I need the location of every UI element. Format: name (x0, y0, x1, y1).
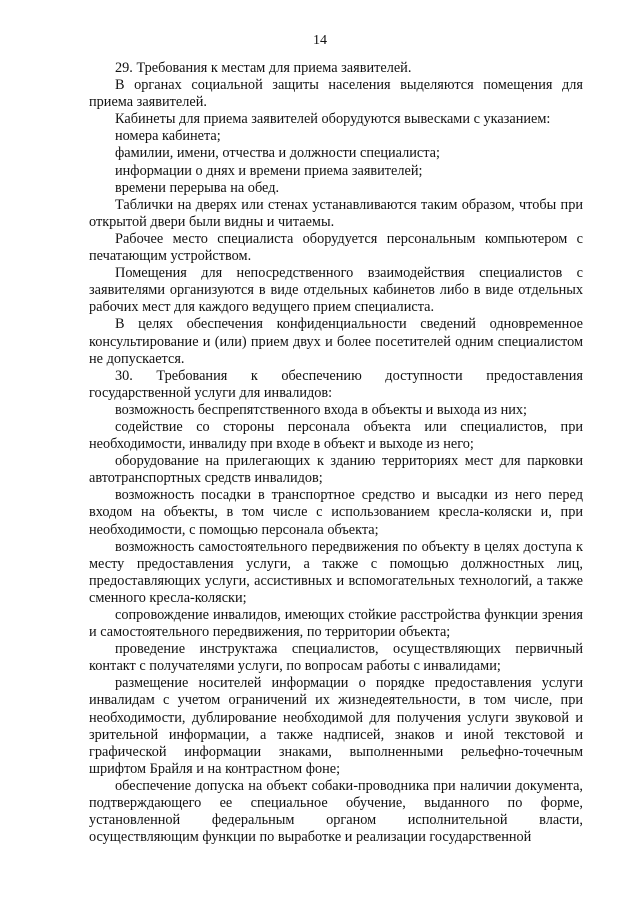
paragraph: сопровождение инвалидов, имеющих стойкие расстройства функции зрения и самостоятельного передвижения, по территории объекта; (89, 607, 583, 641)
paragraph: В целях обеспечения конфиденциальности сведений одновременное консультирование и (или) прием двух и более посетителей одним специалистом не допускается. (89, 316, 583, 367)
paragraph: Помещения для непосредственного взаимодействия специалистов с заявителями организуются в виде отдельных кабинетов либо в виде отдельных рабочих мест для каждого ведущего прием специалиста. (89, 265, 583, 316)
paragraph: размещение носителей информации о порядке предоставления услуги инвалидам с учетом ограничений их жизнедеятельности, в том числе, при необходимости, дублирование необходимой для получения услуги звуковой и зрительной информации, а также надписей, знаков и иной текстовой и графической информации знаками, выполненными рельефно-точечным шрифтом Брайля и на контрастном фоне; (89, 675, 583, 777)
paragraph: содействие со стороны персонала объекта или специалистов, при необходимости, инвалиду при входе в объект и выходе из него; (89, 418, 583, 453)
list-item: номера кабинета; (115, 128, 221, 145)
paragraph: возможность посадки в транспортное средство и высадки из него перед входом на объекты, в том числе с использованием кресла-коляски и, при необходимости, с помощью персонала объекта; (89, 487, 583, 538)
paragraph: обеспечение допуска на объект собаки-проводника при наличии документа, подтверждающего ее специальное обучение, выданного по форме, установленной федеральным органом исполнительной власти, осуществляющим функции по выработке и реализации государственной (89, 777, 583, 846)
paragraph: В органах социальной защиты населения выделяются помещения для приема заявителей. (89, 77, 583, 111)
document-body (89, 60, 583, 846)
paragraph: 29. Требования к местам для приема заявителей. (115, 60, 412, 76)
paragraph: Кабинеты для приема заявителей оборудуются вывесками с указанием: (115, 111, 551, 128)
paragraph: Рабочее место специалиста оборудуется персональным компьютером с печатающим устройством. (89, 230, 583, 265)
paragraph: Таблички на дверях или стенах устанавливаются таким образом, чтобы при открытой двери были видны и читаемы. (89, 196, 583, 230)
paragraph: 30. Требования к обеспечению доступности предоставления государственной услуги для инвалидов: (89, 367, 583, 401)
page-number: 14 (313, 33, 327, 48)
paragraph: возможность самостоятельного передвижения по объекту в целях доступа к месту предоставления услуги, а также с помощью должностных лиц, предоставляющих услуги, ассистивных и вспомогательных технологий, а также сменного кресла-коляски; (89, 538, 583, 606)
paragraph: оборудование на прилегающих к зданию территориях мест для парковки автотранспортных средств инвалидов; (89, 453, 583, 487)
list-item: информации о днях и времени приема заявителей; (115, 162, 423, 179)
paragraph: возможность беспрепятственного входа в объекты и выхода из них; (115, 401, 528, 418)
list-item: фамилии, имени, отчества и должности специалиста; (115, 145, 440, 162)
list-item: времени перерыва на обед. (115, 179, 280, 196)
paragraph: проведение инструктажа специалистов, осуществляющих первичный контакт с получателями услуги, по вопросам работы с инвалидами; (89, 641, 583, 675)
